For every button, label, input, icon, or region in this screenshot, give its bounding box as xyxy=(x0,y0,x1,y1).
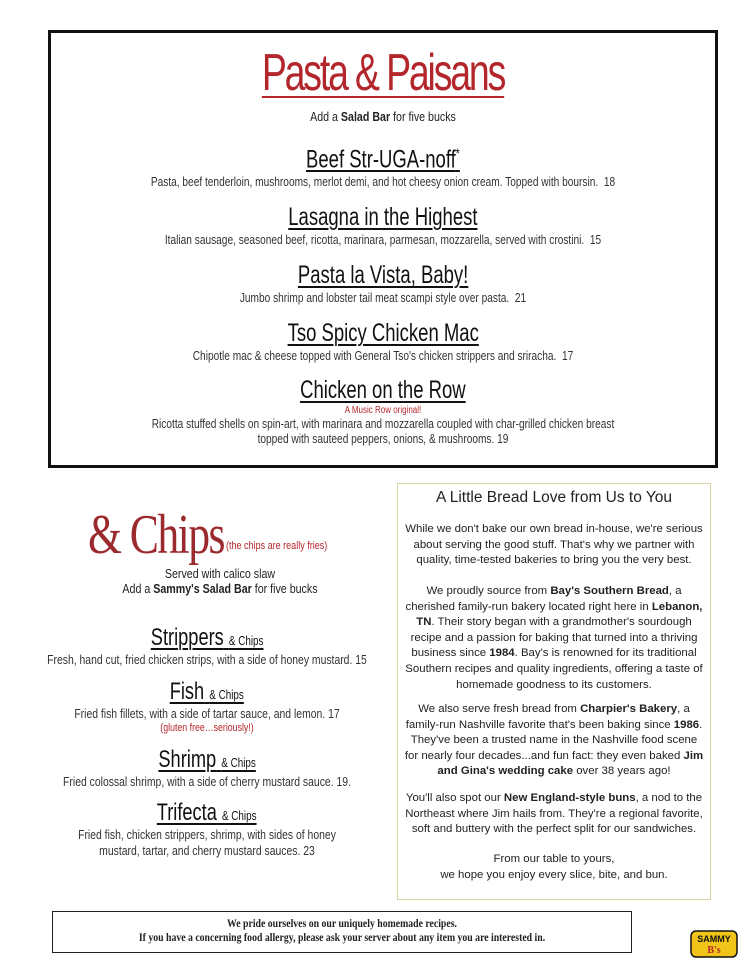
chips-item-name: Fish & Chips xyxy=(169,678,245,705)
bread-paragraph-intro: While we don't bake our own bread in-house, we're serious about serving the good stuff. That's why we partner with quality, time-tested bakeries to bring you the very best. xyxy=(405,523,703,567)
menu-item-description: Chipotle mac & cheese topped with General Tso's chicken strippers and sriracha. 17 xyxy=(192,348,574,363)
menu-item-name: Pasta la Vista, Baby! xyxy=(297,261,469,289)
pasta-section-title: Pasta & Paisans xyxy=(261,44,505,102)
salad-note-post: for five bucks xyxy=(390,109,456,124)
chips-item-price: 15 xyxy=(355,652,367,667)
menu-item xyxy=(51,145,715,189)
bread-paragraph-buns: You'll also spot our New England-style buns, a nod to the Northeast where Jim hails from. They're a regional favorite, soft and buttery with the perfect split for our sandwiches. xyxy=(405,792,703,836)
menu-item-name: Chicken on the Row xyxy=(300,376,466,404)
chips-item-price: 19. xyxy=(336,774,351,789)
asterisk-mark: * xyxy=(455,145,460,161)
chips-item-description: Fresh, hand cut, fried chicken strips, with a side of honey mustard. 15 xyxy=(47,652,367,667)
chips-fries-note: (the chips are really fries) xyxy=(226,540,328,552)
chips-item xyxy=(0,678,414,734)
menu-item-description: Jumbo shrimp and lobster tail meat scampi style over pasta. 21 xyxy=(239,290,527,305)
menu-item-description: Pasta, beef tenderloin, mushrooms, merlot demi, and hot cheesy onion cream. Topped with boursin. 18 xyxy=(150,174,616,190)
logo-text-top: SAMMY xyxy=(697,934,731,944)
menu-item-price: 21 xyxy=(514,290,527,305)
chips-item-description-cont: mustard, tartar, and cherry mustard sauces. 23 xyxy=(99,843,315,858)
chips-item-description: Fried fish, chicken strippers, shrimp, with sides of honey xyxy=(78,827,336,842)
menu-item-price: 15 xyxy=(589,232,602,247)
chips-item-price: 23 xyxy=(303,843,315,858)
chips-item xyxy=(0,624,414,668)
chips-item xyxy=(0,799,414,859)
menu-item xyxy=(51,376,715,446)
pasta-salad-note xyxy=(111,109,655,124)
menu-item-price: 17 xyxy=(561,348,574,363)
bread-info-box xyxy=(397,483,711,900)
bread-paragraph-charpiers: We also serve fresh bread from Charpier's Bakery, a family-run Nashville favorite that's been baking since 1986. They've been a trusted name in the Nashville food scene for nearly four decades...and fun fact: they even baked Jim and Gina's wedding cake over 38 years ago! xyxy=(404,703,704,778)
bread-paragraph-bays: We proudly source from Bay's Southern Bread, a cherished family-run bakery located right here in Lebanon, TN. Their story began with a grandmother's sourdough recipe and a passion for baking that turned into a thriving business since 1984. Bay's is renowned for its traditional Southern recipes and quality ingredients, offering a taste of homemade goodness to its customers. xyxy=(405,585,703,691)
menu-item-name: Beef Str-UGA-noff* xyxy=(306,145,460,174)
chips-served-with: Served with calico slaw xyxy=(164,566,276,581)
menu-item-name: Tso Spicy Chicken Mac xyxy=(287,319,479,347)
menu-item-description-cont: topped with sauteed peppers, onions, & mushrooms. 19 xyxy=(257,431,509,446)
allergy-line-1: We pride ourselves on our uniquely homemade recipes. xyxy=(227,918,457,930)
chips-item xyxy=(0,746,414,790)
chips-section-title: & Chips xyxy=(88,504,224,566)
pasta-section xyxy=(48,30,718,468)
menu-item xyxy=(51,319,715,363)
chips-salad-note: Add a Sammy's Salad Bar for five bucks xyxy=(122,581,318,596)
chips-item-name: Shrimp & Chips xyxy=(158,746,256,773)
menu-item xyxy=(51,203,715,247)
sammy-bs-logo xyxy=(690,930,738,958)
chips-item-name: Strippers & Chips xyxy=(150,624,264,651)
chips-item-note: (gluten free…seriously!) xyxy=(160,722,254,734)
menu-item xyxy=(51,261,715,305)
bread-paragraph-closing: From our table to yours, we hope you enjoy every slice, bite, and bun. xyxy=(440,853,668,881)
allergy-notice xyxy=(52,911,632,953)
menu-item-note: A Music Row original! xyxy=(344,405,422,416)
salad-note-bold: Salad Bar xyxy=(340,109,391,124)
chips-item-description: Fried fish fillets, with a side of tartar sauce, and lemon. 17 xyxy=(74,706,340,721)
chips-item-price: 17 xyxy=(328,706,340,721)
menu-item-price: 19 xyxy=(497,431,509,446)
salad-note-pre: Add a xyxy=(310,109,341,124)
logo-text-bottom: B's xyxy=(707,945,721,956)
menu-item-price: 18 xyxy=(603,174,616,190)
allergy-line-2: If you have a concerning food allergy, please ask your server about any item you are interested in. xyxy=(138,932,546,944)
bread-box-title: A Little Bread Love from Us to You xyxy=(435,489,673,506)
menu-item-description: Ricotta stuffed shells on spin-art, with marinara and mozzarella coupled with char-grilled chicken breast xyxy=(151,416,615,431)
chips-item-description: Fried colossal shrimp, with a side of cherry mustard sauce. 19. xyxy=(63,774,351,789)
menu-item-description: Italian sausage, seasoned beef, ricotta, marinara, parmesan, mozzarella, served with crostini. 15 xyxy=(164,232,602,247)
chips-item-name: Trifecta & Chips xyxy=(157,799,257,826)
menu-item-name: Lasagna in the Highest xyxy=(288,203,478,231)
